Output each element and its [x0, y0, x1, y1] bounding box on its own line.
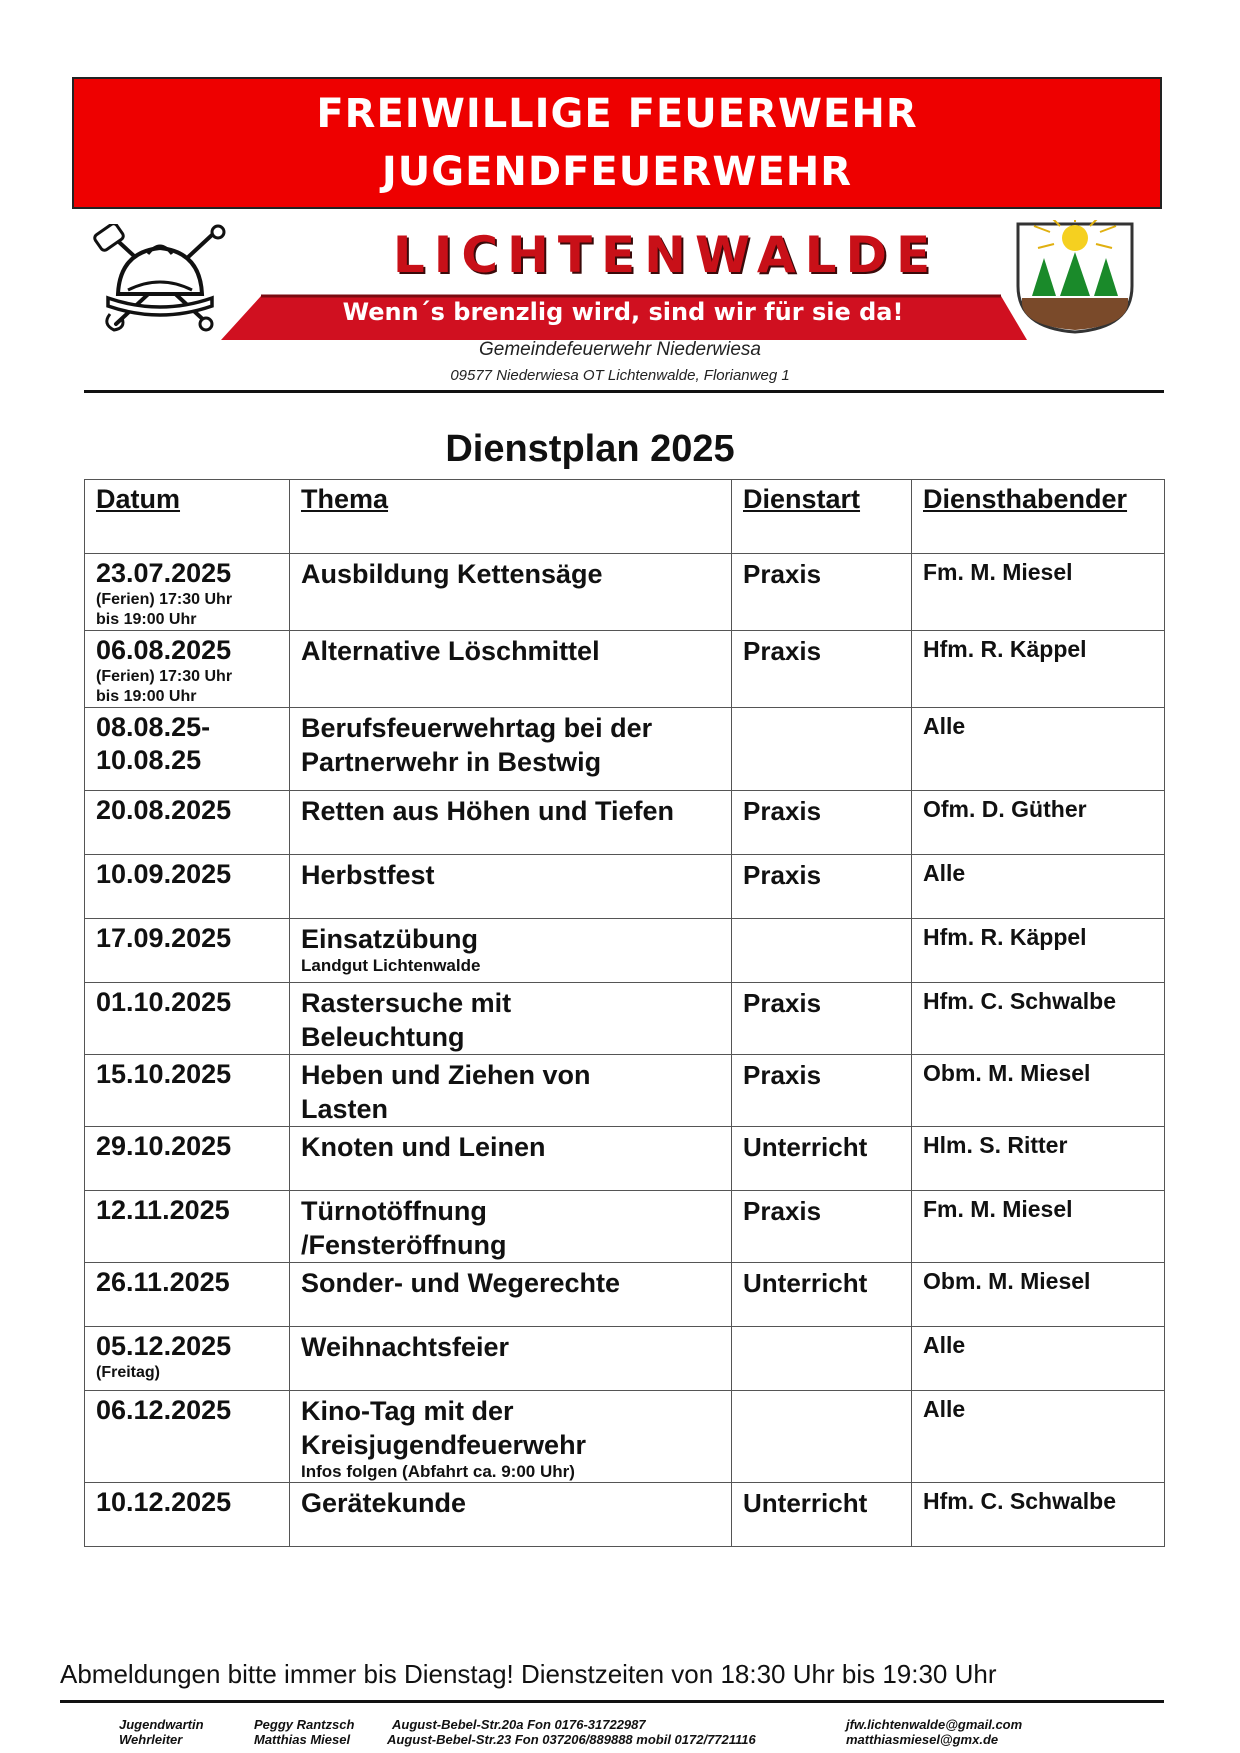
date-note: bis 19:00 Uhr [96, 688, 197, 705]
cell-topic [290, 855, 732, 919]
cell-person [912, 554, 1165, 631]
contact-address: August-Bebel-Str.23 Fon 037206/889888 mobil 0172/7721116 [387, 1732, 756, 1747]
cell-date [85, 1055, 290, 1127]
table-body [85, 554, 1165, 1547]
cell-topic [290, 1191, 732, 1263]
person-value: Ofm. D. Güther [923, 796, 1087, 822]
topic-value: Sonder- und Wegerechte [301, 1268, 621, 1298]
start-value: Praxis [743, 559, 822, 589]
cell-person [912, 983, 1165, 1055]
topic-value: Lasten [301, 1094, 389, 1124]
table-row [85, 855, 1165, 919]
cell-person [912, 631, 1165, 708]
table-row [85, 1127, 1165, 1191]
start-value: Praxis [743, 1196, 822, 1226]
cell-topic [290, 631, 732, 708]
cell-start [732, 983, 912, 1055]
topic-value: Rastersuche mit [301, 988, 512, 1018]
topic-value: Weihnachtsfeier [301, 1332, 510, 1362]
topic-value: Alternative Löschmittel [301, 636, 600, 666]
logo-row [88, 218, 1148, 343]
table-row [85, 1263, 1165, 1327]
date-note: 10.08.25 [96, 745, 202, 775]
date-value: 12.11.2025 [96, 1195, 230, 1225]
person-value: Hlm. S. Ritter [923, 1132, 1068, 1158]
organisation-name: Gemeindefeuerwehr Niederwiesa [479, 339, 761, 360]
date-value: 17.09.2025 [96, 923, 232, 953]
cell-date [85, 983, 290, 1055]
topic-value: Berufsfeuerwehrtag bei der [301, 713, 653, 743]
cell-start [732, 1191, 912, 1263]
contact-address: August-Bebel-Str.20a Fon 0176-31722987 [392, 1717, 646, 1732]
header-date: Datum [85, 480, 290, 554]
table-row [85, 1391, 1165, 1483]
person-value: Alle [923, 1396, 966, 1422]
topic-value: Herbstfest [301, 860, 435, 890]
person-value: Fm. M. Miesel [923, 559, 1073, 585]
cell-start [732, 855, 912, 919]
cell-start [732, 554, 912, 631]
date-note: bis 19:00 Uhr [96, 611, 197, 628]
cell-date [85, 1483, 290, 1547]
start-value: Unterricht [743, 1488, 868, 1518]
start-value: Praxis [743, 988, 822, 1018]
header-banner [72, 77, 1162, 209]
table-row [85, 919, 1165, 983]
cell-date [85, 1127, 290, 1191]
table-row [85, 791, 1165, 855]
cell-topic [290, 1127, 732, 1191]
contact-email: jfw.lichtenwalde@gmail.com [846, 1717, 1023, 1732]
cell-start [732, 1327, 912, 1391]
table-row [85, 983, 1165, 1055]
page-title: Dienstplan 2025 [445, 428, 735, 470]
date-value: 23.07.2025 [96, 558, 232, 588]
cell-date [85, 708, 290, 791]
table-row [85, 1191, 1165, 1263]
start-value: Unterricht [743, 1268, 868, 1298]
contact-role: Jugendwartin [119, 1717, 204, 1732]
header-divider [84, 390, 1164, 393]
cell-date [85, 1191, 290, 1263]
date-note: (Ferien) 17:30 Uhr [96, 591, 233, 608]
cell-person [912, 1483, 1165, 1547]
cell-topic [290, 919, 732, 983]
duty-schedule-table [84, 479, 1165, 1547]
start-value: Praxis [743, 860, 822, 890]
topic-note: Landgut Lichtenwalde [301, 956, 481, 975]
contact-name: Matthias Miesel [254, 1732, 351, 1747]
topic-value: Beleuchtung [301, 1022, 465, 1052]
contact-name: Peggy Rantzsch [254, 1717, 355, 1732]
date-value: 15.10.2025 [96, 1059, 232, 1089]
cell-start [732, 708, 912, 791]
person-value: Hfm. R. Käppel [923, 636, 1087, 662]
brand-name: LICHTENWALDE [392, 226, 940, 284]
topic-note: Infos folgen (Abfahrt ca. 9:00 Uhr) [301, 1462, 575, 1481]
footer-divider [60, 1700, 1164, 1703]
person-value: Hfm. R. Käppel [923, 924, 1087, 950]
date-note: (Ferien) 17:30 Uhr [96, 668, 233, 685]
date-value: 29.10.2025 [96, 1131, 232, 1161]
cell-date [85, 1327, 290, 1391]
cell-topic [290, 1327, 732, 1391]
cell-start [732, 1055, 912, 1127]
cell-date [85, 1391, 290, 1483]
cell-start [732, 919, 912, 983]
cell-person [912, 1191, 1165, 1263]
date-value: 01.10.2025 [96, 987, 232, 1017]
topic-value: /Fensteröffnung [301, 1230, 507, 1260]
cell-date [85, 919, 290, 983]
date-value: 20.08.2025 [96, 795, 232, 825]
coat-of-arms-icon [1010, 220, 1140, 336]
organisation-address: 09577 Niederwiesa OT Lichtenwalde, Florianweg 1 [450, 367, 790, 384]
date-value: 08.08.25- [96, 712, 211, 742]
table-row [85, 1483, 1165, 1547]
start-value: Praxis [743, 1060, 822, 1090]
start-value: Unterricht [743, 1132, 868, 1162]
cell-date [85, 791, 290, 855]
fire-helmet-emblem-icon [88, 224, 233, 336]
topic-value: Knoten und Leinen [301, 1132, 546, 1162]
cell-topic [290, 554, 732, 631]
contact-role: Wehrleiter [119, 1732, 183, 1747]
date-value: 26.11.2025 [96, 1267, 230, 1297]
topic-value: Retten aus Höhen und Tiefen [301, 796, 675, 826]
table-row [85, 708, 1165, 791]
person-value: Alle [923, 1332, 966, 1358]
date-value: 05.12.2025 [96, 1331, 232, 1361]
cell-topic [290, 1263, 732, 1327]
person-value: Obm. M. Miesel [923, 1060, 1091, 1086]
cell-person [912, 1327, 1165, 1391]
topic-value: Heben und Ziehen von [301, 1060, 591, 1090]
date-value: 06.08.2025 [96, 635, 232, 665]
header-person: Diensthabender [912, 480, 1165, 554]
table-header-row [85, 480, 1165, 554]
table-row [85, 631, 1165, 708]
table-row [85, 1327, 1165, 1391]
cell-start [732, 1263, 912, 1327]
cell-start [732, 631, 912, 708]
person-value: Hfm. C. Schwalbe [923, 988, 1116, 1014]
cell-topic [290, 708, 732, 791]
topic-value: Ausbildung Kettensäge [301, 559, 603, 589]
topic-value: Kreisjugendfeuerwehr [301, 1430, 587, 1460]
cell-start [732, 1483, 912, 1547]
cell-person [912, 791, 1165, 855]
cell-person [912, 1127, 1165, 1191]
cell-person [912, 919, 1165, 983]
cell-date [85, 1263, 290, 1327]
person-value: Obm. M. Miesel [923, 1268, 1091, 1294]
person-value: Alle [923, 713, 966, 739]
person-value: Alle [923, 860, 966, 886]
table-row [85, 1055, 1165, 1127]
cell-date [85, 855, 290, 919]
topic-value: Einsatzübung [301, 924, 478, 954]
slogan: Wenn´s brenzlig wird, sind wir für sie da! [342, 298, 904, 326]
cell-start [732, 1127, 912, 1191]
banner-line-1: FREIWILLIGE FEUERWEHR [316, 91, 918, 137]
topic-value: Gerätekunde [301, 1488, 467, 1518]
footer-note: Abmeldungen bitte immer bis Dienstag! Dienstzeiten von 18:30 Uhr bis 19:30 Uhr [60, 1659, 997, 1689]
table-row [85, 554, 1165, 631]
topic-value: Türnotöffnung [301, 1196, 487, 1226]
date-value: 06.12.2025 [96, 1395, 232, 1425]
cell-topic [290, 1055, 732, 1127]
cell-person [912, 1263, 1165, 1327]
topic-value: Kino-Tag mit der [301, 1396, 514, 1426]
header-start: Dienstart [732, 480, 912, 554]
cell-topic [290, 1391, 732, 1483]
cell-person [912, 708, 1165, 791]
cell-person [912, 855, 1165, 919]
date-value: 10.12.2025 [96, 1487, 232, 1517]
cell-start [732, 1391, 912, 1483]
cell-person [912, 1055, 1165, 1127]
contacts [0, 1716, 1240, 1752]
cell-date [85, 631, 290, 708]
cell-start [732, 791, 912, 855]
topic-value: Partnerwehr in Bestwig [301, 747, 602, 777]
cell-person [912, 1391, 1165, 1483]
person-value: Fm. M. Miesel [923, 1196, 1073, 1222]
person-value: Hfm. C. Schwalbe [923, 1488, 1116, 1514]
start-value: Praxis [743, 796, 822, 826]
contact-email: matthiasmiesel@gmx.de [846, 1732, 999, 1747]
cell-date [85, 554, 290, 631]
cell-topic [290, 983, 732, 1055]
cell-topic [290, 791, 732, 855]
banner-line-2: JUGENDFEUERWEHR [381, 149, 853, 195]
start-value: Praxis [743, 636, 822, 666]
cell-topic [290, 1483, 732, 1547]
header-topic: Thema [290, 480, 732, 554]
date-note: (Freitag) [96, 1364, 160, 1381]
date-value: 10.09.2025 [96, 859, 232, 889]
